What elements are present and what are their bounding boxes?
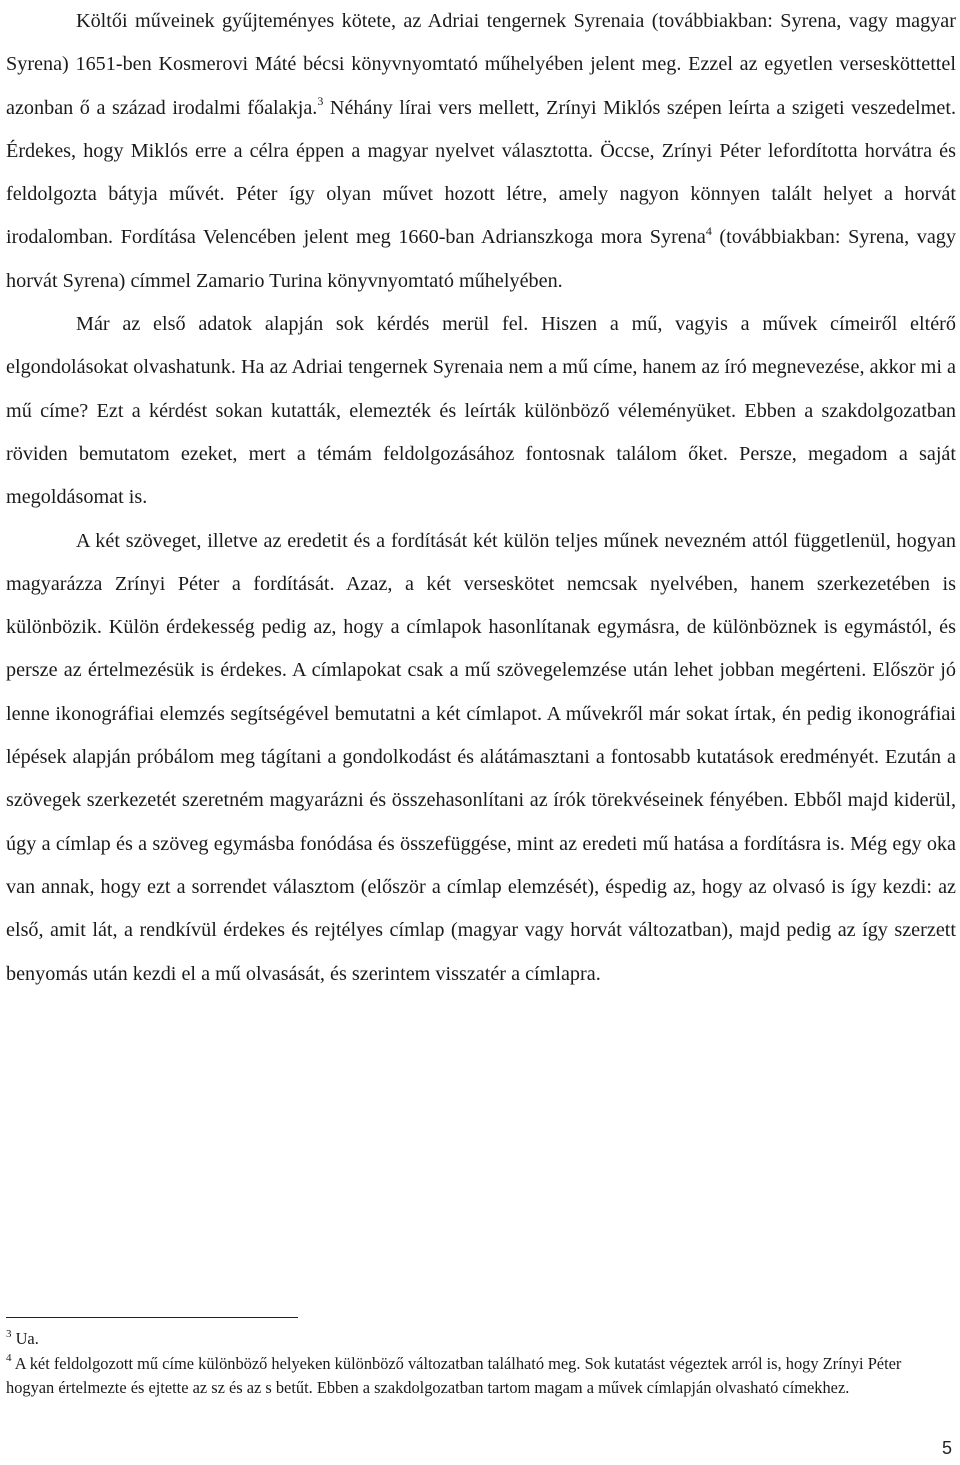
footnote-separator [6,1317,298,1318]
footnote-reference: 4 [705,223,712,238]
body-text [6,0,956,996]
footnote-number: 3 [6,1327,12,1340]
paragraph-text: (továbbiakban: Syrena, vagy horvát Syrena) címmel Zamario Turina könyvnyomtató műhelyében. [6,226,956,292]
footnote [6,1327,938,1352]
page-number: 5 [941,1438,952,1458]
paragraph [6,0,956,303]
paragraph-text: Költői műveinek gyűjteményes kötete, az Adriai tengernek Syrenaia (továbbiakban: Syrena, vagy magyar Syrena) 1651-ben Kosmerovi Máté bécsi könyvnyomtató műhelyében jelent meg. Ezzel az egyetlen versesköttettel azonban ő a század irodalmi főalakja. [6,10,956,119]
paragraph-text: A két szöveget, illetve az eredetit és a fordítását két külön teljes műnek nevezném attól függetlenül, hogyan magyarázza Zrínyi Péter a fordítását. Azaz, a két verseskötet nemcsak nyelvében, hanem szerkezetében is különbözik. Külön érdekesség pedig az, hogy a címlapok hasonlítanak egymásra, de különböznek is egymástól, és persze az értelmezésük is érdekes. A címlapokat csak a mű szövegelemzése után lehet jobban megérteni. Először jó lenne ikonográfiai elemzés segítségével bemutatni a két címlapot. A művekről már sokat írtak, én pedig ikonográfiai lépések alapján próbálom meg tágítani a gondolkodást és alátámasztani a fontosabb kutatások eredményét. Ezután a szövegek szerkezetét szeretném magyarázni és összehasonlítani az írók törekvéseinek fényében. Ebből majd kiderül, úgy a címlap és a szöveg egymásba fonódása és összefüggése, mint az eredeti mű hatása a fordításra is. Még egy oka van annak, hogy ezt a sorrendet választom (először a címlap elemzését), éspedig az, hogy az olvasó is így kezdi: az első, amit lát, a rendkívül érdekes és rejtélyes címlap (magyar vagy horvát változatban), majd pedig az így szerzett benyomás után kezdi el a mű olvasását, és szerintem visszatér a címlapra. [6,529,956,985]
footnote-text: A két feldolgozott mű címe különböző helyeken különböző változatban található meg. Sok kutatást végeztek arról is, hogy Zrínyi Péter hogyan értelmezte és ejtette az sz és az s betűt. Ebben a szakdolgozatban tartom magam a művek címlapján olvasható címekhez. [6,1353,902,1397]
footnote-reference: 3 [317,93,324,108]
footnote [6,1352,938,1401]
paragraph-text: Már az első adatok alapján sok kérdés merül fel. Hiszen a mű, vagyis a művek címeiről eltérő elgondolásokat olvashatunk. Ha az Adriai tengernek Syrenaia nem a mű címe, hanem az író megnevezése, akkor mi a mű címe? Ezt a kérdést sokan kutatták, elemezték és leírták különböző véleményüket. Ebben a szakdolgozatban röviden bemutatom ezeket, mert a témám feldolgozásához fontosnak találom őket. Persze, megadom a saját megoldásomat is. [6,313,956,509]
paragraph [6,520,956,996]
footnote-text: Ua. [11,1329,39,1348]
footnotes [6,1327,938,1401]
footnote-number: 4 [6,1352,12,1365]
paragraph-text: Néhány lírai vers mellett, Zrínyi Miklós szépen leírta a szigeti veszedelmet. Érdekes, hogy Miklós erre a célra éppen a magyar nyelvet választotta. Öccse, Zrínyi Péter lefordította horvátra és feldolgozta bátyja művét. Péter így olyan művet hozott létre, amely nagyon könnyen talált helyet a horvát irodalomban. Fordítása Velencében jelent meg 1660-ban Adrianszkoga mora Syrena [6,96,956,249]
paragraph [6,303,956,519]
